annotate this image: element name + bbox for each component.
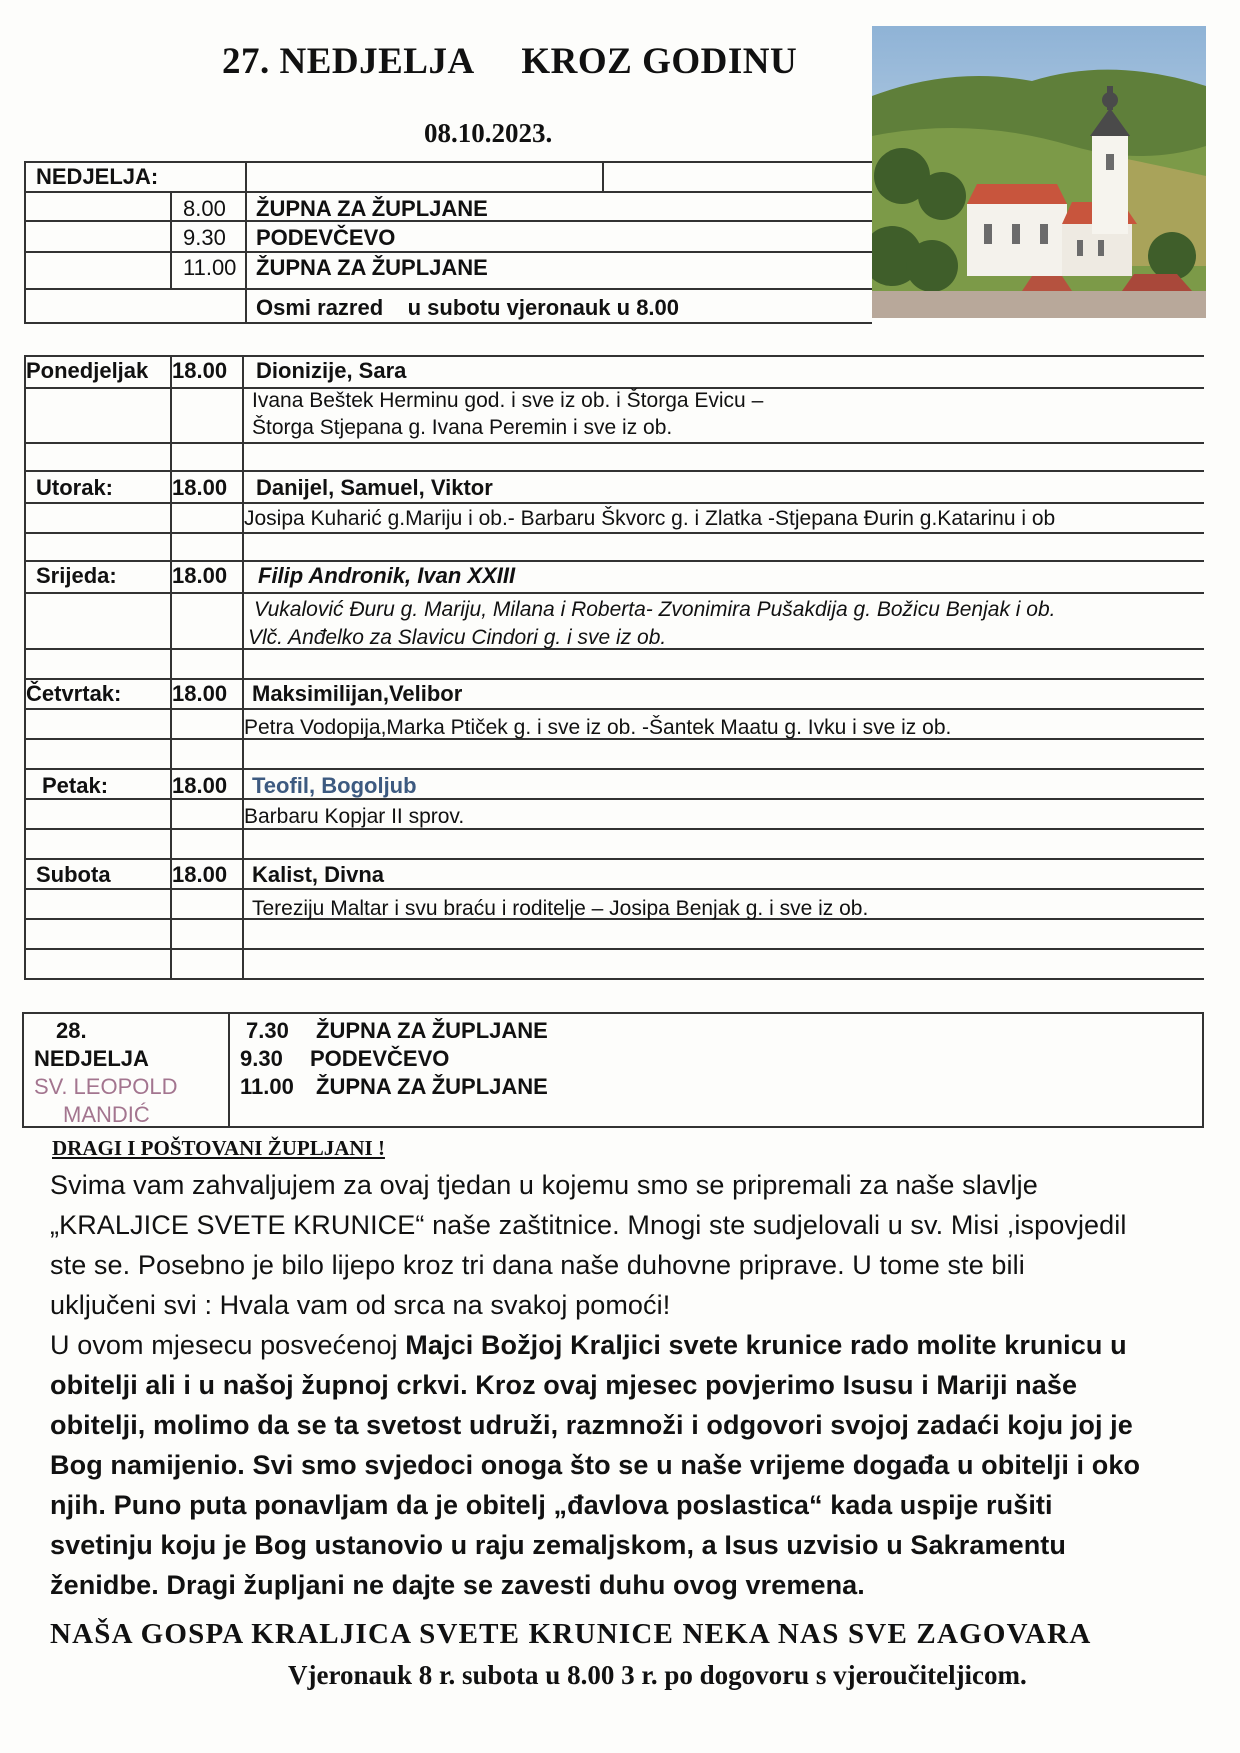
table-line (24, 678, 1204, 680)
table-line (24, 161, 26, 323)
mass-time: 18.00 (172, 862, 228, 887)
next-sunday-number: 28. (56, 1018, 87, 1043)
table-line (24, 768, 1204, 770)
day-friday: Petak: (42, 773, 109, 798)
message-heading: DRAGI I POŠTOVANI ŽUPLJANI ! (52, 1136, 385, 1160)
next-sunday-box (22, 1012, 1204, 1128)
table-line (24, 442, 1204, 444)
sunday-mass-text: ŽUPNA ZA ŽUPLJANE (256, 196, 488, 221)
table-line (24, 355, 1204, 357)
table-line (24, 948, 1204, 950)
table-line (24, 322, 872, 324)
mass-time: 18.00 (172, 773, 228, 798)
message-line: „KRALJICE SVETE KRUNICE“ naše zaštitnice. Mnogi ste sudjelovali u sv. Misi ,ispovjedil (50, 1210, 1127, 1240)
next-sunday-label: NEDJELJA (34, 1046, 149, 1071)
day-thursday: Četvrtak: (26, 681, 122, 706)
table-line (24, 978, 1204, 980)
sunday-mass-time: 11.00 (183, 255, 237, 280)
sunday-note: Osmi razred u subotu vjeronauk u 8.00 (256, 295, 680, 320)
sunday-mass-text: ŽUPNA ZA ŽUPLJANE (256, 255, 488, 280)
next-sunday-saint: SV. LEOPOLD (34, 1074, 178, 1099)
intention: Petra Vodopija,Marka Ptiček g. i sve iz ob. -Šantek Maatu g. Ivku i sve iz ob. (244, 716, 952, 739)
next-mass-text: ŽUPNA ZA ŽUPLJANE (316, 1074, 548, 1099)
message-line: ste se. Posebno je bilo lijepo kroz tri dana naše duhovne priprave. U tome ste bili (50, 1250, 1025, 1280)
table-line (24, 191, 872, 193)
next-mass-text: ŽUPNA ZA ŽUPLJANE (316, 1018, 548, 1043)
intention: Ivana Beštek Herminu god. i sve iz ob. i Štorga Evicu – (252, 389, 764, 412)
table-line (24, 532, 1204, 534)
sunday-mass-time: 9.30 (183, 225, 226, 250)
message-line: ženidbe. Dragi župljani ne dajte se zavesti duhu ovog vremena. (50, 1570, 865, 1600)
saints: Kalist, Divna (252, 862, 385, 887)
intention: Barbaru Kopjar II sprov. (244, 805, 465, 828)
table-line (24, 828, 1204, 830)
table-line (24, 708, 1204, 710)
day-wednesday: Srijeda: (36, 563, 117, 588)
intention: Štorga Stjepana g. Ivana Peremin i sve iz ob. (252, 416, 673, 439)
message-line: svetinju koju je Bog ustanovio u raju zemaljskom, a Isus uzvisio u Sakramentu (50, 1530, 1066, 1560)
mass-time: 18.00 (172, 681, 228, 706)
saints: Maksimilijan,Velibor (252, 681, 463, 706)
mass-time: 18.00 (172, 563, 228, 588)
saints: Dionizije, Sara (256, 358, 407, 383)
message-line: njih. Puno puta ponavljam da je obitelj „đavlova poslastica“ kada uspije rušiti (50, 1490, 1053, 1520)
message-line: Bog namijenio. Svi smo svjedoci onoga što se u naše vrijeme događa u obitelji i oko (50, 1450, 1141, 1480)
intention: Vlč. Anđelko za Slavicu Cindori g. i sve iz ob. (248, 626, 667, 649)
table-line (24, 592, 1204, 594)
table-line (602, 161, 604, 191)
message-text: U ovom mjesecu posvećenoj (50, 1330, 406, 1360)
sunday-label: NEDJELJA: (36, 164, 159, 189)
table-line (24, 560, 1204, 562)
table-line (245, 161, 247, 323)
table-line (170, 191, 172, 288)
message-line: obitelji, molimo da se ta svetost udruži, razmnoži i odgovori svojoj zadaći koju joj je (50, 1410, 1133, 1440)
table-line (24, 288, 872, 290)
table-line (24, 355, 26, 978)
message-line: uključeni svi : Hvala vam od srca na svakoj pomoći! (50, 1290, 671, 1320)
day-tuesday: Utorak: (36, 475, 114, 500)
page-title: 27. NEDJELJA KROZ GODINU (222, 41, 798, 82)
next-mass-time: 11.00 (240, 1074, 294, 1099)
table-line (228, 1012, 230, 1128)
next-mass-time: 7.30 (246, 1018, 289, 1043)
sunday-mass-text: PODEVČEVO (256, 225, 396, 250)
table-line (24, 888, 1204, 890)
message-text-bold: Majci Božjoj Kraljici svete krunice rado molite krunicu u (405, 1330, 1127, 1360)
intention: Josipa Kuharić g.Mariju i ob.- Barbaru Škvorc g. i Zlatka -Stjepana Đurin g.Katarinu i ob (244, 507, 1056, 530)
mass-time: 18.00 (172, 358, 228, 383)
day-monday: Ponedjeljak (26, 358, 149, 383)
table-line (24, 251, 872, 253)
saints: Teofil, Bogoljub (252, 773, 417, 798)
table-line (24, 470, 1204, 472)
day-saturday: Subota (36, 862, 111, 887)
table-line (24, 161, 872, 163)
catechism-note: Vjeronauk 8 r. subota u 8.00 3 r. po dogovoru s vjeroučiteljicom. (288, 1660, 1027, 1690)
closing-line: NAŠA GOSPA KRALJICA SVETE KRUNICE NEKA NAS SVE ZAGOVARA (50, 1618, 1092, 1650)
church-photo (872, 26, 1206, 318)
next-sunday-saint: MANDIĆ (63, 1102, 150, 1127)
saints: Danijel, Samuel, Viktor (256, 475, 493, 500)
table-line (24, 858, 1204, 860)
page-date: 08.10.2023. (424, 118, 553, 148)
message-line: obitelji ali i u našoj župnoj crkvi. Kroz ovaj mjesec povjerimo Isusu i Mariji naše (50, 1370, 1078, 1400)
message-line: Svima vam zahvaljujem za ovaj tjedan u kojemu smo se pripremali za naše slavlje (50, 1170, 1038, 1200)
sunday-mass-time: 8.00 (183, 196, 226, 221)
table-line (242, 355, 244, 978)
table-line (24, 502, 1204, 504)
saints: Filip Andronik, Ivan XXIII (258, 563, 516, 588)
message-line (50, 1330, 1127, 1361)
next-mass-time: 9.30 (240, 1046, 283, 1071)
next-mass-text: PODEVČEVO (310, 1046, 450, 1071)
intention: Vukalović Đuru g. Mariju, Milana i Roberta- Zvonimira Pušakdija g. Božicu Benjak i ob. (254, 598, 1056, 621)
mass-time: 18.00 (172, 475, 228, 500)
intention: Tereziju Maltar i svu braću i roditelje – Josipa Benjak g. i sve iz ob. (252, 897, 869, 920)
